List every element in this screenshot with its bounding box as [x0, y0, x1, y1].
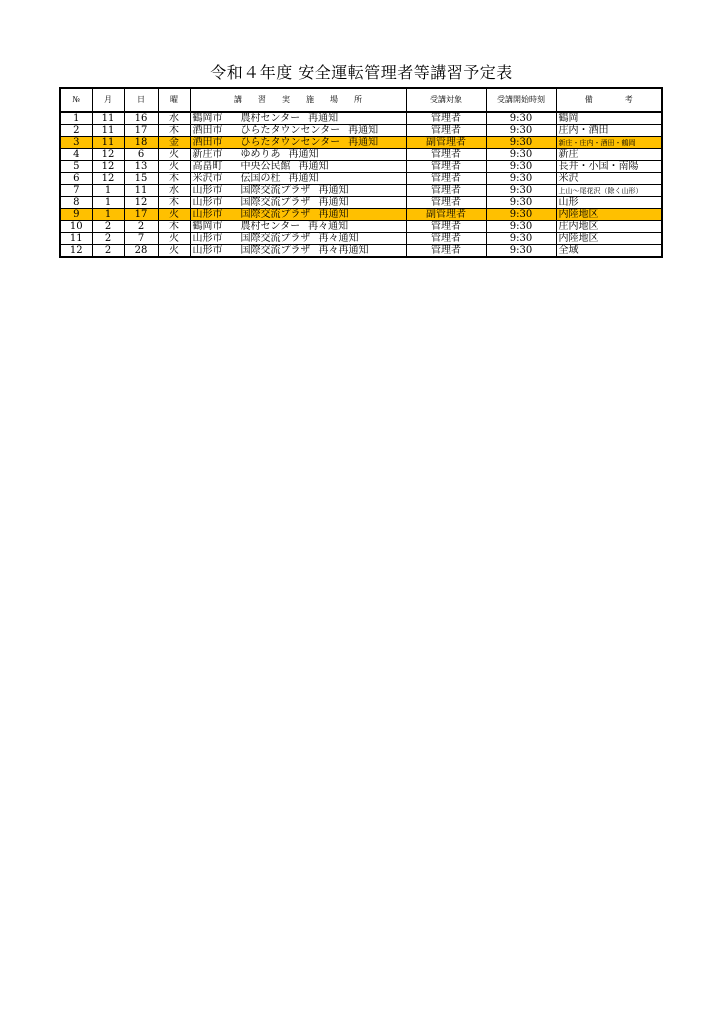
venue-hall: 農村センター [240, 112, 301, 124]
page-title: 令和４年度 安全運転管理者等講習予定表 [210, 63, 513, 82]
venue-hall: 国際交流プラザ [240, 244, 311, 256]
cell-start-time: 9:30 [486, 245, 556, 258]
table-row [60, 125, 662, 137]
cell-remarks: 鶴岡 [556, 112, 662, 125]
cell-remarks: 庄内地区 [556, 221, 662, 233]
venue-place: 鶴岡市 [192, 220, 223, 232]
cell-no: 5 [60, 161, 92, 173]
cell-month: 12 [92, 173, 124, 185]
cell-target: 管理者 [406, 161, 486, 173]
cell-no: 2 [60, 125, 92, 137]
cell-month: 2 [92, 245, 124, 258]
venue-place: 山形市 [192, 244, 223, 256]
header-row [60, 88, 662, 112]
venue-note: 再通知 [308, 112, 339, 124]
header-weekday: 曜 [158, 88, 190, 112]
venue-place: 鶴岡市 [192, 112, 223, 124]
cell-weekday: 火 [158, 209, 190, 221]
venue-place: 酒田市 [192, 124, 223, 136]
cell-month: 12 [92, 161, 124, 173]
venue-place: 高畠町 [192, 160, 223, 172]
venue-note: 再通知 [318, 208, 349, 220]
cell-day: 2 [124, 221, 158, 233]
cell-remarks: 庄内・酒田 [556, 125, 662, 137]
venue-note: 再通知 [348, 124, 379, 136]
venue-hall: 国際交流プラザ [240, 184, 311, 196]
cell-day: 16 [124, 112, 158, 125]
cell-start-time: 9:30 [486, 197, 556, 209]
cell-remarks: 長井・小国・南陽 [556, 161, 662, 173]
cell-month: 2 [92, 221, 124, 233]
cell-target: 管理者 [406, 125, 486, 137]
venue-note: 再通知 [348, 136, 379, 148]
cell-day: 17 [124, 125, 158, 137]
cell-day: 15 [124, 173, 158, 185]
venue-hall: 国際交流プラザ [240, 196, 311, 208]
cell-venue [190, 112, 406, 125]
venue-hall: 国際交流プラザ [240, 232, 311, 244]
header-no: № [60, 88, 92, 112]
cell-no: 12 [60, 245, 92, 258]
cell-month: 11 [92, 137, 124, 149]
venue-hall: 伝国の杜 [240, 172, 281, 184]
cell-start-time: 9:30 [486, 125, 556, 137]
cell-target: 管理者 [406, 245, 486, 258]
venue-place: 酒田市 [192, 136, 223, 148]
cell-weekday: 火 [158, 161, 190, 173]
venue-place: 米沢市 [192, 172, 223, 184]
venue-place: 新庄市 [192, 148, 223, 160]
venue-note: 再通知 [288, 172, 319, 184]
cell-venue [190, 137, 406, 149]
cell-month: 1 [92, 197, 124, 209]
table-row [60, 245, 662, 258]
venue-note: 再々通知 [308, 220, 349, 232]
cell-start-time: 9:30 [486, 233, 556, 245]
cell-remarks: 新庄・庄内・酒田・鶴岡 [556, 137, 662, 149]
cell-day: 6 [124, 149, 158, 161]
cell-target: 管理者 [406, 185, 486, 197]
cell-remarks: 新庄 [556, 149, 662, 161]
cell-remarks: 内陸地区 [556, 233, 662, 245]
cell-day: 12 [124, 197, 158, 209]
cell-remarks: 内陸地区 [556, 209, 662, 221]
cell-venue [190, 233, 406, 245]
cell-month: 11 [92, 125, 124, 137]
cell-remarks: 米沢 [556, 173, 662, 185]
cell-venue [190, 161, 406, 173]
venue-hall: 国際交流プラザ [240, 208, 311, 220]
cell-venue [190, 185, 406, 197]
schedule-table [59, 87, 663, 258]
cell-venue [190, 209, 406, 221]
cell-day: 28 [124, 245, 158, 258]
cell-venue [190, 173, 406, 185]
venue-hall: ひらたタウンセンター [240, 136, 341, 148]
venue-place: 山形市 [192, 208, 223, 220]
cell-weekday: 木 [158, 221, 190, 233]
cell-target: 副管理者 [406, 137, 486, 149]
cell-target: 副管理者 [406, 209, 486, 221]
table-row [60, 149, 662, 161]
cell-target: 管理者 [406, 173, 486, 185]
table-row [60, 137, 662, 149]
cell-start-time: 9:30 [486, 173, 556, 185]
venue-place: 山形市 [192, 232, 223, 244]
cell-weekday: 火 [158, 149, 190, 161]
cell-month: 2 [92, 233, 124, 245]
cell-weekday: 金 [158, 137, 190, 149]
header-target: 受講対象 [406, 88, 486, 112]
cell-start-time: 9:30 [486, 221, 556, 233]
venue-hall: ひらたタウンセンター [240, 124, 341, 136]
cell-start-time: 9:30 [486, 209, 556, 221]
venue-note: 再通知 [298, 160, 329, 172]
venue-hall: 中央公民館 [240, 160, 291, 172]
cell-no: 6 [60, 173, 92, 185]
venue-place: 山形市 [192, 184, 223, 196]
cell-day: 11 [124, 185, 158, 197]
cell-venue [190, 125, 406, 137]
header-venue: 講 習 実 施 場 所 [190, 88, 406, 112]
table-row [60, 112, 662, 125]
cell-no: 10 [60, 221, 92, 233]
cell-day: 17 [124, 209, 158, 221]
header-remarks: 備 考 [556, 88, 662, 112]
cell-month: 1 [92, 209, 124, 221]
table-row [60, 173, 662, 185]
cell-weekday: 水 [158, 112, 190, 125]
table-row [60, 161, 662, 173]
cell-weekday: 水 [158, 185, 190, 197]
cell-month: 11 [92, 112, 124, 125]
cell-target: 管理者 [406, 112, 486, 125]
cell-day: 18 [124, 137, 158, 149]
cell-remarks: 上山～尾花沢（除く山形） [556, 185, 662, 197]
cell-remarks: 山形 [556, 197, 662, 209]
table-row [60, 197, 662, 209]
venue-note: 再通知 [318, 196, 349, 208]
cell-day: 13 [124, 161, 158, 173]
cell-day: 7 [124, 233, 158, 245]
cell-weekday: 火 [158, 233, 190, 245]
cell-no: 8 [60, 197, 92, 209]
header-day: 日 [124, 88, 158, 112]
cell-weekday: 木 [158, 173, 190, 185]
venue-note: 再々通知 [318, 232, 359, 244]
cell-start-time: 9:30 [486, 161, 556, 173]
cell-venue [190, 149, 406, 161]
table-row [60, 185, 662, 197]
cell-weekday: 木 [158, 125, 190, 137]
cell-start-time: 9:30 [486, 149, 556, 161]
header-start-time: 受講開始時刻 [486, 88, 556, 112]
cell-venue [190, 197, 406, 209]
cell-no: 4 [60, 149, 92, 161]
table-row [60, 209, 662, 221]
cell-target: 管理者 [406, 197, 486, 209]
cell-venue [190, 245, 406, 258]
table-row [60, 221, 662, 233]
cell-no: 9 [60, 209, 92, 221]
cell-no: 11 [60, 233, 92, 245]
cell-start-time: 9:30 [486, 185, 556, 197]
venue-note: 再通知 [288, 148, 319, 160]
venue-note: 再通知 [318, 184, 349, 196]
venue-hall: 農村センター [240, 220, 301, 232]
header-month: 月 [92, 88, 124, 112]
cell-no: 7 [60, 185, 92, 197]
cell-start-time: 9:30 [486, 112, 556, 125]
venue-hall: ゆめりあ [240, 148, 281, 160]
cell-venue [190, 221, 406, 233]
table-row [60, 233, 662, 245]
cell-weekday: 木 [158, 197, 190, 209]
cell-no: 3 [60, 137, 92, 149]
cell-no: 1 [60, 112, 92, 125]
cell-weekday: 火 [158, 245, 190, 258]
venue-note: 再々再通知 [318, 244, 369, 256]
cell-month: 1 [92, 185, 124, 197]
cell-target: 管理者 [406, 233, 486, 245]
cell-start-time: 9:30 [486, 137, 556, 149]
cell-month: 12 [92, 149, 124, 161]
cell-target: 管理者 [406, 221, 486, 233]
venue-place: 山形市 [192, 196, 223, 208]
cell-remarks: 全域 [556, 245, 662, 258]
cell-target: 管理者 [406, 149, 486, 161]
